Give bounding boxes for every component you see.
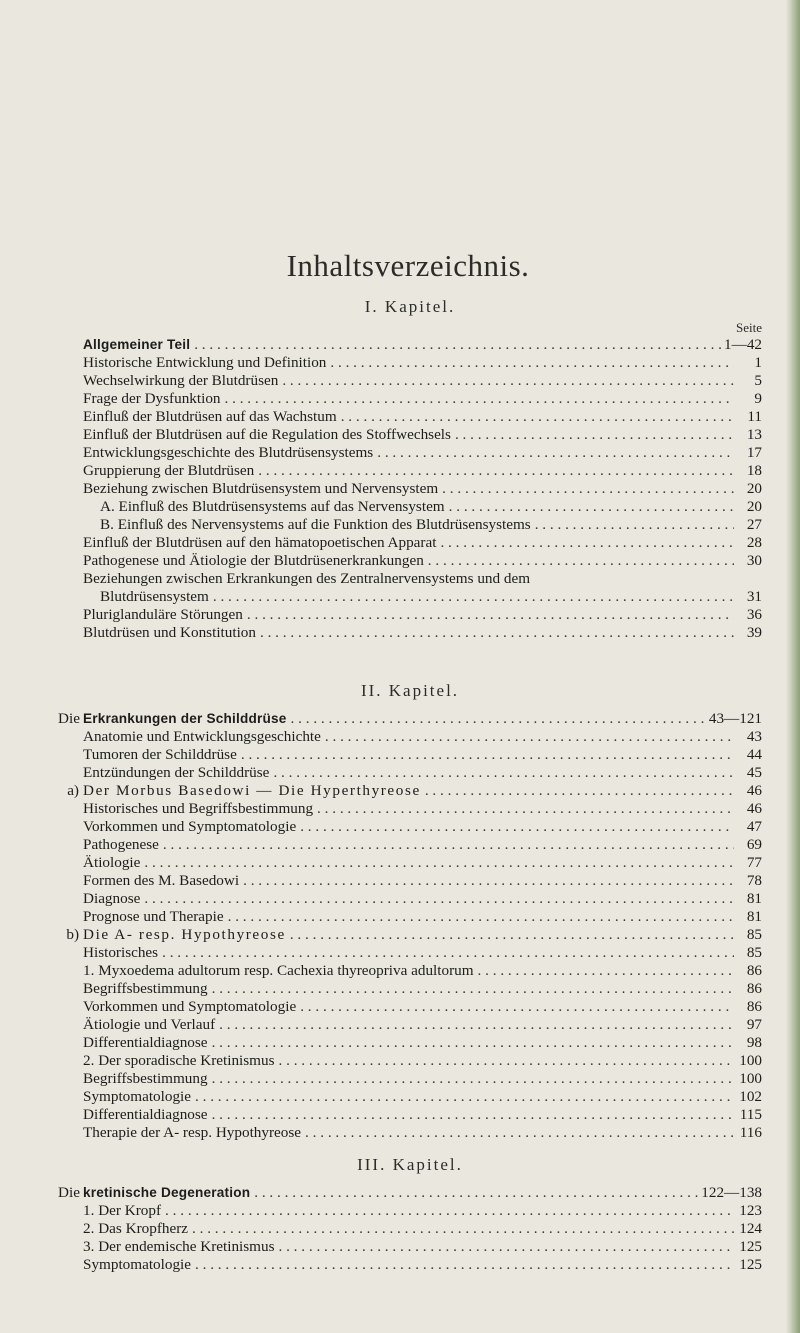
toc-entries (58, 1184, 762, 1274)
page-column-label: Seite (736, 320, 762, 335)
toc-entry (58, 1052, 762, 1070)
toc-entries (58, 336, 762, 642)
toc-entry (58, 746, 762, 764)
toc-entry (58, 800, 762, 818)
toc-entry (58, 516, 762, 534)
dot-leader (243, 872, 734, 890)
entry-title: Blutdrüsen und Konstitution (83, 624, 256, 641)
entry-page-number: 1—42 (724, 336, 762, 353)
entry-title: kretinische Degeneration (83, 1185, 251, 1200)
entry-page-number: 9 (754, 390, 762, 407)
entry-title: Der Morbus Basedowi — Die Hyperthyreose (83, 782, 421, 799)
entry-page-number: 18 (746, 462, 762, 479)
toc-entry (58, 1238, 762, 1256)
toc-entry (58, 1088, 762, 1106)
entry-page-number: 30 (746, 552, 762, 569)
entry-title: B. Einfluß des Nervensystems auf die Funktion des Blutdrüsensystems (100, 516, 531, 533)
toc-entry (58, 854, 762, 872)
toc-entry (58, 498, 762, 516)
entry-title: 2. Der sporadische Kretinismus (83, 1052, 275, 1069)
entry-page-number: 85 (746, 944, 762, 961)
entry-page-number: 46 (746, 782, 762, 799)
entry-page-number: 98 (746, 1034, 762, 1051)
entry-title: Pathogenese (83, 836, 159, 853)
toc-entry (58, 1124, 762, 1142)
toc-entry (58, 962, 762, 980)
entry-title: Therapie der A- resp. Hypothyreose (83, 1124, 302, 1141)
toc-entry (58, 390, 762, 408)
entry-page-number: 45 (746, 764, 762, 781)
entry-title: Begriffsbestimmung (83, 980, 208, 997)
entry-title: Erkrankungen der Schilddrüse (83, 711, 287, 726)
dot-leader (163, 836, 734, 854)
entry-title: Symptomatologie (83, 1256, 191, 1273)
dot-leader (440, 534, 734, 552)
dot-leader (291, 710, 707, 728)
entry-title: Historisches und Begriffsbestimmung (83, 800, 314, 817)
entry-page-number: 5 (754, 372, 762, 389)
dot-leader (300, 998, 734, 1016)
toc-entry (58, 710, 762, 728)
entry-title: Anatomie und Entwicklungsgeschichte (83, 728, 321, 745)
toc-entry (58, 1106, 762, 1124)
entry-title: 2. Das Kropfherz (83, 1220, 189, 1237)
dot-leader (278, 1238, 734, 1256)
entry-page-number: 11 (747, 408, 762, 425)
entry-page-number: 1 (754, 354, 762, 371)
chapter-3 (58, 1154, 762, 1274)
entry-page-number: 125 (739, 1238, 762, 1255)
dot-leader (258, 462, 734, 480)
entry-title: Formen des M. Basedowi (83, 872, 240, 889)
toc-entry (58, 1070, 762, 1088)
entry-title: Symptomatologie (83, 1088, 191, 1105)
dot-leader (247, 606, 734, 624)
dot-leader (260, 624, 734, 642)
entry-page-number: 77 (746, 854, 762, 871)
entry-page-number: 125 (739, 1256, 762, 1273)
toc-entry (58, 872, 762, 890)
toc-entry (58, 1256, 762, 1274)
entry-title: 3. Der endemische Kretinismus (83, 1238, 275, 1255)
entry-title: Ätiologie und Verlauf (83, 1016, 216, 1033)
entry-page-number: 43—121 (708, 710, 762, 727)
entry-page-number: 31 (746, 588, 762, 605)
dot-leader (290, 926, 734, 944)
entry-page-number: 116 (739, 1124, 762, 1141)
toc-page (58, 0, 768, 1333)
dot-leader (425, 782, 734, 800)
dot-leader (317, 800, 734, 818)
chapter-1 (58, 296, 762, 642)
entry-page-number: 81 (746, 908, 762, 925)
toc-entry (58, 998, 762, 1016)
dot-leader (194, 336, 722, 354)
entry-page-number: 47 (746, 818, 762, 835)
entry-page-number: 17 (746, 444, 762, 461)
entry-title: Prognose und Therapie (83, 908, 224, 925)
toc-entry (58, 890, 762, 908)
entry-page-number: 123 (739, 1202, 762, 1219)
toc-entry (58, 426, 762, 444)
entry-title: Beziehung zwischen Blutdrüsensystem und Nervensystem (83, 480, 439, 497)
entry-title: Diagnose (83, 890, 141, 907)
toc-entry (58, 588, 762, 606)
toc-entry (58, 408, 762, 426)
dot-leader (241, 746, 734, 764)
entry-marker: Die (58, 1184, 80, 1201)
toc-entry (58, 1034, 762, 1052)
entry-title: Vorkommen und Symptomatologie (83, 818, 297, 835)
dot-leader (165, 1202, 734, 1220)
entry-title: Historisches (83, 944, 159, 961)
entry-title: Einfluß der Blutdrüsen auf die Regulation des Stoffwechsels (83, 426, 451, 443)
entry-title: Pathogenese und Ätiologie der Blutdrüsenerkrankungen (83, 552, 424, 569)
page-title: Inhaltsverzeichnis. (286, 248, 530, 283)
entry-page-number: 100 (739, 1052, 762, 1069)
entry-title: Differentialdiagnose (83, 1034, 208, 1051)
dot-leader (442, 480, 734, 498)
entry-title: A. Einfluß des Blutdrüsensystems auf das Nervensystem (100, 498, 445, 515)
entry-title: Pluriglanduläre Störungen (83, 606, 243, 623)
entry-page-number: 115 (739, 1106, 762, 1123)
entry-page-number: 46 (746, 800, 762, 817)
dot-leader (212, 1070, 734, 1088)
entry-page-number: 81 (746, 890, 762, 907)
entry-title: Einfluß der Blutdrüsen auf das Wachstum (83, 408, 337, 425)
entry-page-number: 43 (746, 728, 762, 745)
scan-edge (786, 0, 800, 1333)
entry-title: Differentialdiagnose (83, 1106, 208, 1123)
dot-leader (212, 1106, 734, 1124)
chapter-heading: I. Kapitel. (364, 297, 456, 316)
toc-entry (58, 728, 762, 746)
entry-page-number: 69 (746, 836, 762, 853)
chapter-heading: III. Kapitel. (357, 1155, 463, 1174)
toc-entry (58, 836, 762, 854)
toc-entry (58, 570, 762, 588)
entry-title: 1. Der Kropf (83, 1202, 162, 1219)
entry-page-number: 20 (746, 498, 762, 515)
toc-entry (58, 606, 762, 624)
entry-page-number: 86 (746, 998, 762, 1015)
toc-entry (58, 782, 762, 800)
dot-leader (535, 516, 734, 534)
toc-entry (58, 624, 762, 642)
toc-entry (58, 944, 762, 962)
dot-leader (478, 962, 734, 980)
entry-marker: b) (66, 926, 79, 943)
entry-title: Entzündungen der Schilddrüse (83, 764, 270, 781)
dot-leader (455, 426, 734, 444)
toc-entry (58, 980, 762, 998)
dot-leader (212, 1034, 734, 1052)
toc-entry (58, 926, 762, 944)
entry-page-number: 27 (746, 516, 762, 533)
entry-title: Ätiologie (83, 854, 141, 871)
entry-title: Entwicklungsgeschichte des Blutdrüsensystems (83, 444, 374, 461)
dot-leader (212, 980, 734, 998)
dot-leader (195, 1088, 734, 1106)
dot-leader (195, 1256, 734, 1274)
toc-entry (58, 534, 762, 552)
entry-title: Blutdrüsensystem (100, 588, 209, 605)
toc-entry (58, 480, 762, 498)
entry-title: 1. Myxoedema adultorum resp. Cachexia thyreopriva adultorum (83, 962, 474, 979)
entry-title: Gruppierung der Blutdrüsen (83, 462, 255, 479)
dot-leader (144, 890, 734, 908)
entry-title: Die A- resp. Hypothyreose (83, 926, 286, 943)
entry-title: Wechselwirkung der Blutdrüsen (83, 372, 279, 389)
dot-leader (341, 408, 734, 426)
dot-leader (330, 354, 734, 372)
dot-leader (279, 1052, 735, 1070)
toc-entry (58, 354, 762, 372)
dot-leader (254, 1184, 699, 1202)
dot-leader (162, 944, 734, 962)
entry-page-number: 13 (746, 426, 762, 443)
dot-leader (377, 444, 734, 462)
toc-entry (58, 336, 762, 354)
entry-title: Allgemeiner Teil (83, 337, 191, 352)
toc-entry (58, 462, 762, 480)
entry-marker: a) (67, 782, 79, 799)
dot-leader (300, 818, 734, 836)
dot-leader (325, 728, 734, 746)
chapter-2 (58, 680, 762, 1142)
entry-title: Begriffsbestimmung (83, 1070, 208, 1087)
toc-entry (58, 1220, 762, 1238)
entry-page-number: 78 (746, 872, 762, 889)
entry-title: Einfluß der Blutdrüsen auf den hämatopoetischen Apparat (83, 534, 437, 551)
entry-page-number: 20 (746, 480, 762, 497)
dot-leader (228, 908, 734, 926)
toc-entry (58, 764, 762, 782)
dot-leader (305, 1124, 734, 1142)
toc-entry (58, 552, 762, 570)
entry-title: Beziehungen zwischen Erkrankungen des Zentralnervensystems und dem (83, 570, 531, 587)
entry-page-number: 86 (746, 962, 762, 979)
entry-page-number: 39 (746, 624, 762, 641)
dot-leader (282, 372, 734, 390)
toc-entry (58, 1184, 762, 1202)
dot-leader (192, 1220, 734, 1238)
toc-entries (58, 710, 762, 1142)
entry-page-number: 85 (746, 926, 762, 943)
toc-entry (58, 1202, 762, 1220)
entry-page-number: 44 (746, 746, 762, 763)
toc-entry (58, 372, 762, 390)
entry-title: Historische Entwicklung und Definition (83, 354, 327, 371)
entry-page-number: 122—138 (701, 1184, 762, 1201)
chapter-heading: II. Kapitel. (360, 681, 460, 700)
entry-title: Frage der Dysfunktion (83, 390, 221, 407)
dot-leader (144, 854, 734, 872)
dot-leader (225, 390, 734, 408)
toc-entry (58, 1016, 762, 1034)
entry-page-number: 36 (746, 606, 762, 623)
entry-page-number: 102 (739, 1088, 762, 1105)
dot-leader (273, 764, 734, 782)
entry-page-number: 28 (746, 534, 762, 551)
entry-page-number: 124 (739, 1220, 762, 1237)
entry-marker: Die (58, 710, 80, 727)
toc-entry (58, 444, 762, 462)
entry-title: Tumoren der Schilddrüse (83, 746, 237, 763)
toc-entry (58, 908, 762, 926)
toc-entry (58, 818, 762, 836)
entry-page-number: 100 (739, 1070, 762, 1087)
dot-leader (428, 552, 734, 570)
dot-leader (449, 498, 734, 516)
dot-leader (213, 588, 734, 606)
entry-page-number: 86 (746, 980, 762, 997)
entry-title: Vorkommen und Symptomatologie (83, 998, 297, 1015)
entry-page-number: 97 (746, 1016, 762, 1033)
dot-leader (219, 1016, 734, 1034)
